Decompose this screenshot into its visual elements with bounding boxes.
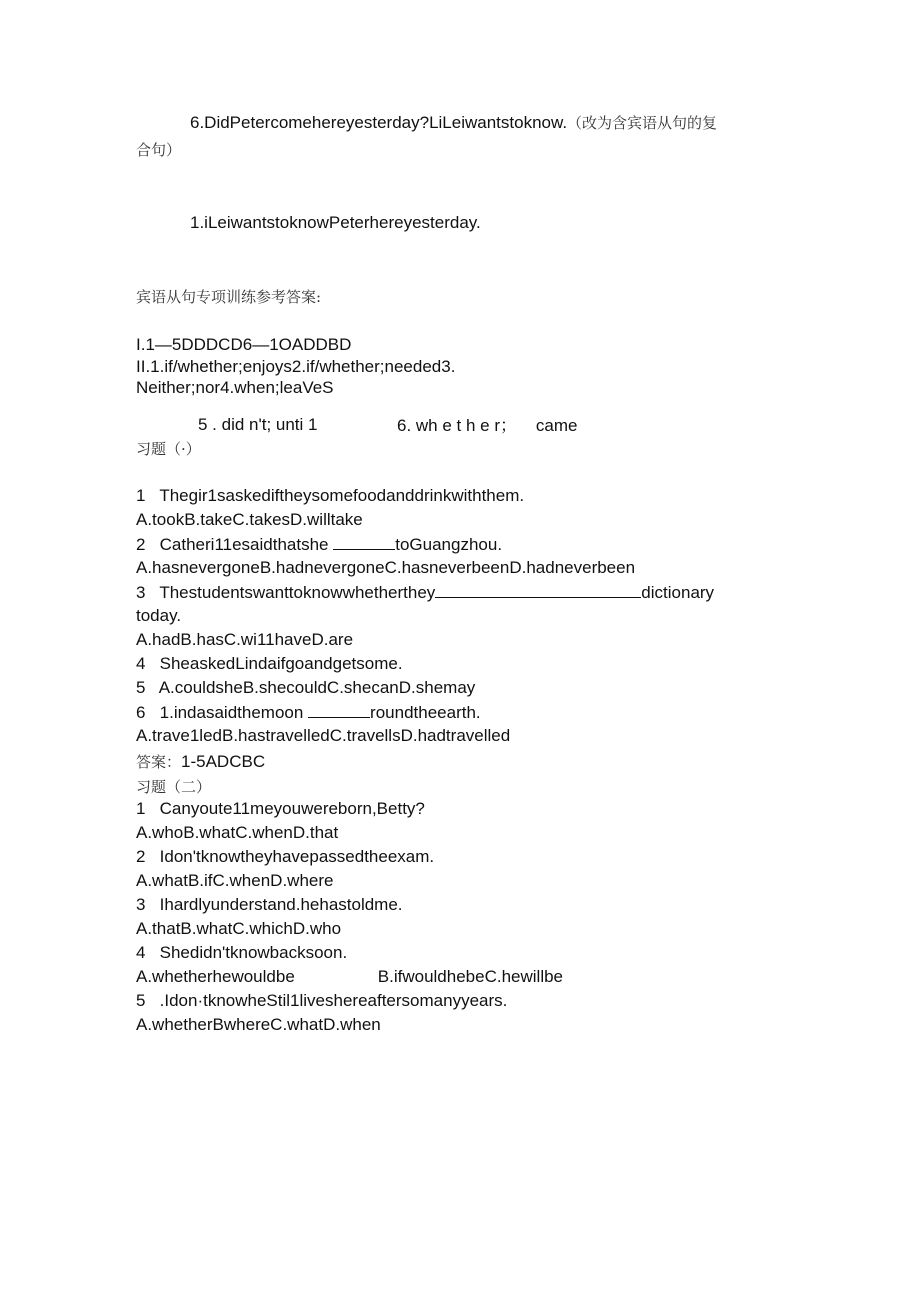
question-number: 1 [136,799,146,818]
question-number: 3 [136,583,146,602]
ex1-question-2-options: A.hasnevergoneB.hadnevergoneC.hasneverbeenD.hadneverbeen [136,558,636,577]
question-text: SheaskedLindaifgoandgetsome. [159,654,403,673]
question-text: 1.indasaidthemoon [159,703,304,722]
option-b-c: B.ifwouldhebeC.hewillbe [377,967,564,986]
question-number: 5 [136,991,146,1010]
ex2-question-2 [136,846,434,868]
ex2-question-3 [136,894,403,916]
instruction-text: （改为含宾语从句的复 [567,114,718,132]
question-number: 2 [136,535,146,554]
ex1-question-5 [136,677,475,699]
question-number: 6 [136,703,146,722]
question-text: Thegir1saskediftheysomefoodanddrinkwiththem. [159,486,525,505]
item-6-word: 6. wh e t h e r； [397,416,517,435]
answer-key-title: 宾语从句专项训练参考答案: [136,288,322,306]
ex2-question-1 [136,798,425,820]
answer-key-line-3: Neither;nor4.when;leaVeS [136,378,334,397]
question-text: 6.DidPetercomehereyesterday?LiLeiwantstoknow. [190,113,568,132]
ex1-question-1-options: A.tookB.takeC.takesD.willtake [136,510,363,529]
question-number: 1 [136,486,146,505]
ex1-question-6-options: A.trave1ledB.hastravelledC.travellsD.hadtravelled [136,726,511,745]
question-number: 3 [136,895,146,914]
question-text: Thestudentswanttoknowwhetherthey [159,583,436,602]
instruction-continuation: 合句） [136,141,182,159]
question-text: Shedidn'tknowbacksoon. [159,943,348,962]
ex1-question-2 [136,533,502,556]
answer-key-item-5: 5 . did n't; unti 1 [198,415,318,434]
answer-blank [435,581,641,598]
question-number: 4 [136,654,146,673]
intro-question-6 [190,112,717,134]
ex1-question-4 [136,653,403,675]
question-text-end: dictionary [641,583,715,602]
answer-key-line-1: I.1—5DDDCD6—1OADDBD [136,335,352,354]
answer-key-line-2: II.1.if/whether;enjoys2.if/whether;needed3. [136,357,456,376]
question-number: 2 [136,847,146,866]
ex2-question-1-options: A.whoB.whatC.whenD.that [136,823,339,842]
question-number: 5 [136,678,146,697]
question-text-end: roundtheearth. [370,703,481,722]
intro-answer-line: 1.iLeiwantstoknowPeterhereyesterday. [190,213,481,232]
answer-key-item-6 [397,415,577,437]
ex1-question-6 [136,701,481,724]
answer-blank [333,533,395,550]
question-text: Catheri11esaidthatshe [159,535,329,554]
ex2-question-3-options: A.thatB.whatC.whichD.who [136,919,342,938]
option-a: A.whetherhewouldbe [136,967,295,986]
ex1-question-3-options: A.hadB.hasC.wi11haveD.are [136,630,354,649]
answer-value: 1-5ADCBC [181,752,266,771]
question-options: A.couldsheB.shecouldC.shecanD.shemay [158,678,476,697]
item-6-verb: came [535,416,578,435]
answer-label: 答案： [136,753,182,771]
ex2-question-2-options: A.whatB.ifC.whenD.where [136,871,334,890]
ex1-answers [136,751,265,773]
ex1-question-3 [136,581,714,604]
ex1-question-1 [136,485,524,507]
ex2-question-4 [136,942,347,964]
question-text: Ihardlyunderstand.hehastoldme. [159,895,403,914]
exercise-2-title: 习题（二） [136,778,212,796]
ex2-question-5 [136,990,507,1012]
question-text: Idon'tknowtheyhavepassedtheexam. [159,847,435,866]
question-text: Canyoute11meyouwereborn,Betty? [159,799,425,818]
question-number: 4 [136,943,146,962]
answer-blank [308,701,370,718]
exercise-1-title: 习题（·） [136,440,201,458]
question-text-end: toGuangzhou. [395,535,503,554]
ex2-question-4-options [136,966,563,988]
ex2-question-5-options: A.whetherBwhereC.whatD.when [136,1015,381,1034]
ex1-question-3-continuation: today. [136,606,182,625]
question-text: .Idon·tknowheStil1liveshereaftersomanyyears. [159,991,508,1010]
